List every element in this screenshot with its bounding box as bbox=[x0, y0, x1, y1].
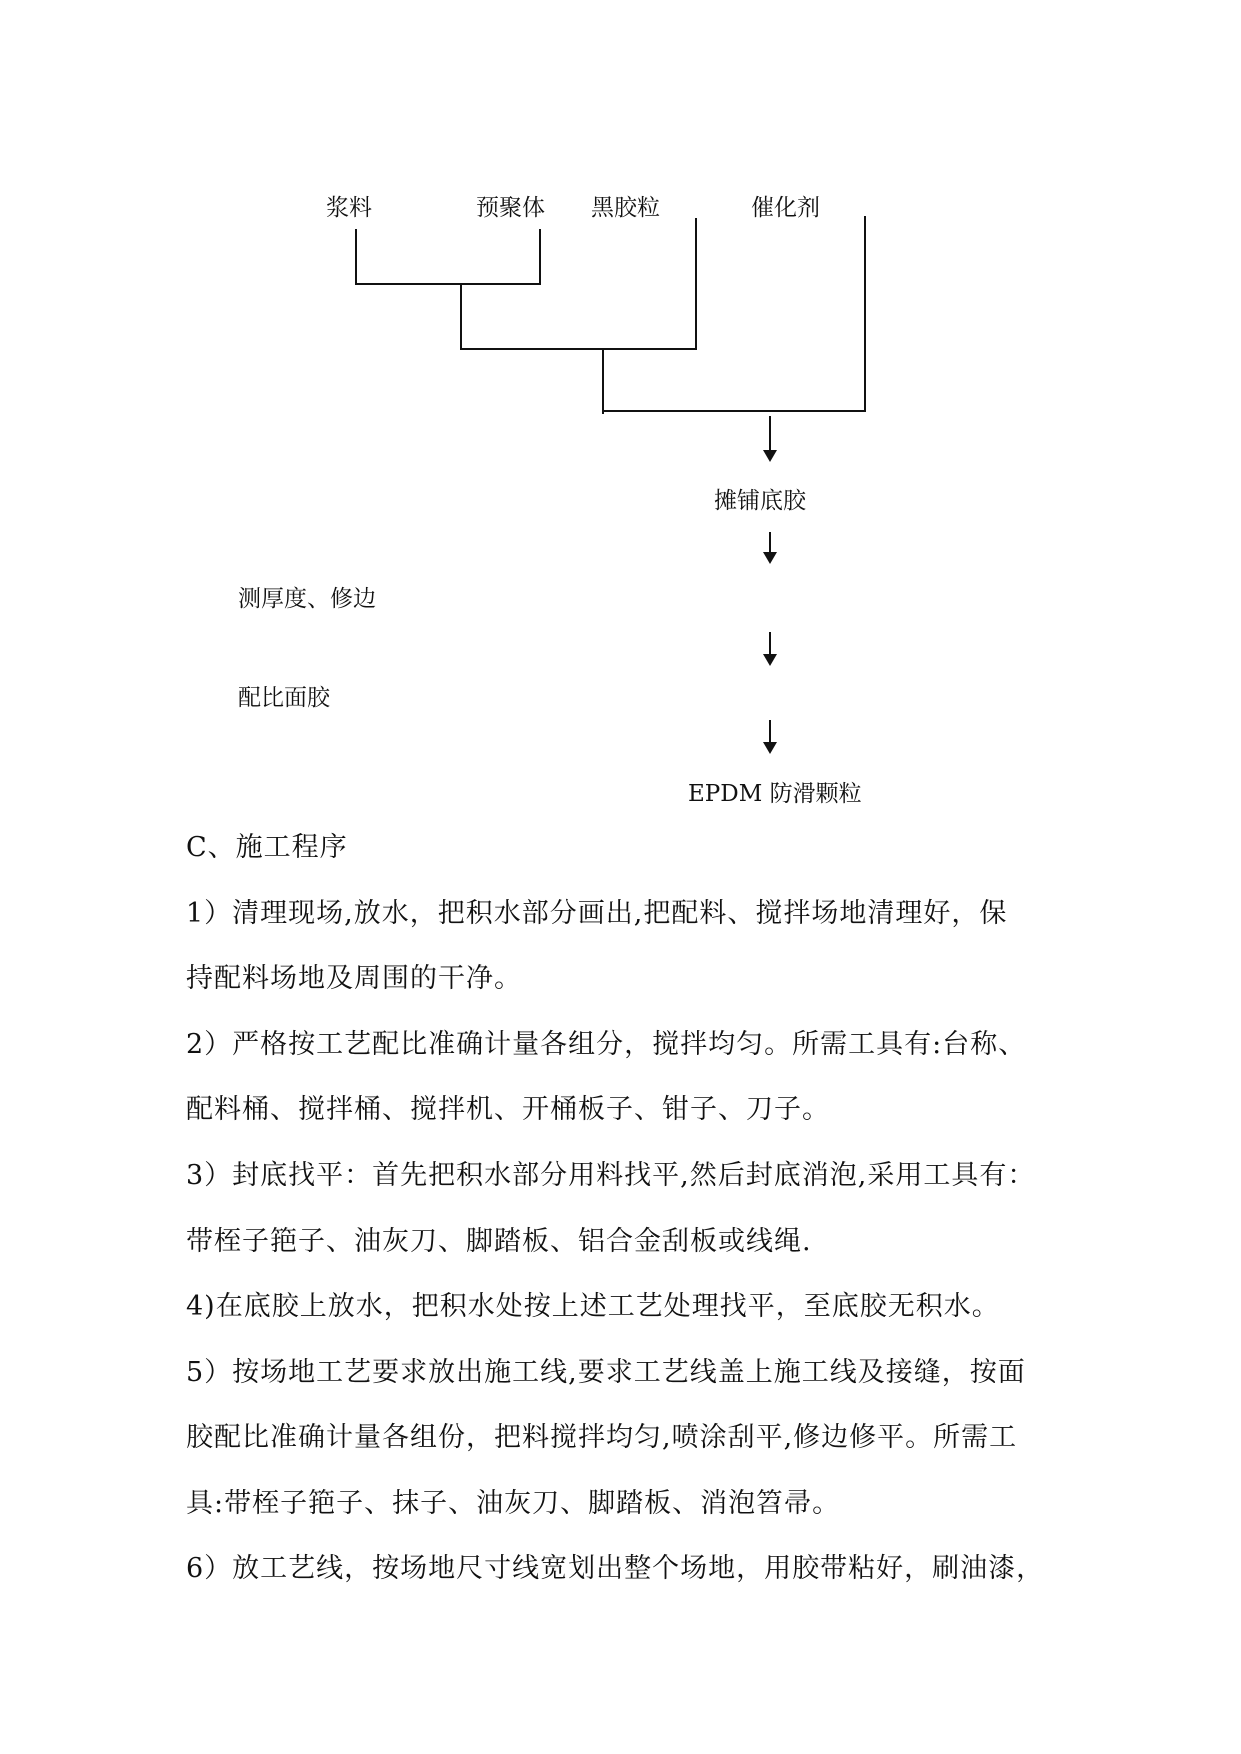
text-line: 具:带桎子筢子、抹子、油灰刀、脚踏板、消泡笤帚。 bbox=[186, 1488, 841, 1519]
arrow-down-icon bbox=[769, 416, 771, 460]
label-black-granules: 黑胶粒 bbox=[591, 195, 660, 221]
label-catalyst: 催化剂 bbox=[751, 195, 820, 221]
label-slurry: 浆料 bbox=[326, 195, 372, 221]
text-line: 配料桶、搅拌桶、搅拌机、开桶板子、钳子、刀子。 bbox=[186, 1094, 830, 1125]
arrow-down-icon bbox=[769, 532, 771, 562]
label-measure-trim: 测厚度、修边 bbox=[238, 586, 376, 612]
connector-line bbox=[864, 216, 866, 412]
label-prepolymer: 预聚体 bbox=[476, 195, 545, 221]
text-line: 2）严格按工艺配比准确计量各组分，搅拌均匀。所需工具有:台称、 bbox=[186, 1029, 1027, 1060]
text-line: 6）放工艺线，按场地尺寸线宽划出整个场地，用胶带粘好，刷油漆， bbox=[186, 1553, 1045, 1584]
connector-line bbox=[355, 229, 357, 285]
text-line: 3）封底找平：首先把积水部分用料找平,然后封底消泡,采用工具有： bbox=[186, 1160, 1036, 1191]
text-line: 1）清理现场,放水，把积水部分画出,把配料、搅拌场地清理好，保 bbox=[186, 898, 1008, 929]
connector-line bbox=[695, 218, 697, 350]
connector-line bbox=[539, 229, 541, 285]
text-line: 胶配比准确计量各组份，把料搅拌均匀,喷涂刮平,修边修平。所需工 bbox=[186, 1422, 1018, 1453]
label-spread-base: 摊铺底胶 bbox=[714, 488, 806, 514]
text-line: 4)在底胶上放水，把积水处按上述工艺处理找平，至底胶无积水。 bbox=[186, 1291, 1000, 1322]
connector-line bbox=[602, 348, 604, 414]
connector-line bbox=[355, 283, 541, 285]
arrow-down-icon bbox=[769, 720, 771, 752]
section-heading: C、施工程序 bbox=[186, 832, 348, 863]
label-epdm: EPDM 防滑颗粒 bbox=[688, 781, 862, 807]
label-mix-top: 配比面胶 bbox=[238, 685, 330, 711]
connector-line bbox=[460, 348, 697, 350]
text-line: 5）按场地工艺要求放出施工线,要求工艺线盖上施工线及接缝，按面 bbox=[186, 1357, 1026, 1388]
connector-line bbox=[602, 410, 866, 412]
connector-line bbox=[460, 283, 462, 350]
text-line: 持配料场地及周围的干净。 bbox=[186, 963, 522, 994]
text-line: 带桎子筢子、油灰刀、脚踏板、铝合金刮板或线绳. bbox=[186, 1226, 812, 1257]
arrow-down-icon bbox=[769, 632, 771, 664]
